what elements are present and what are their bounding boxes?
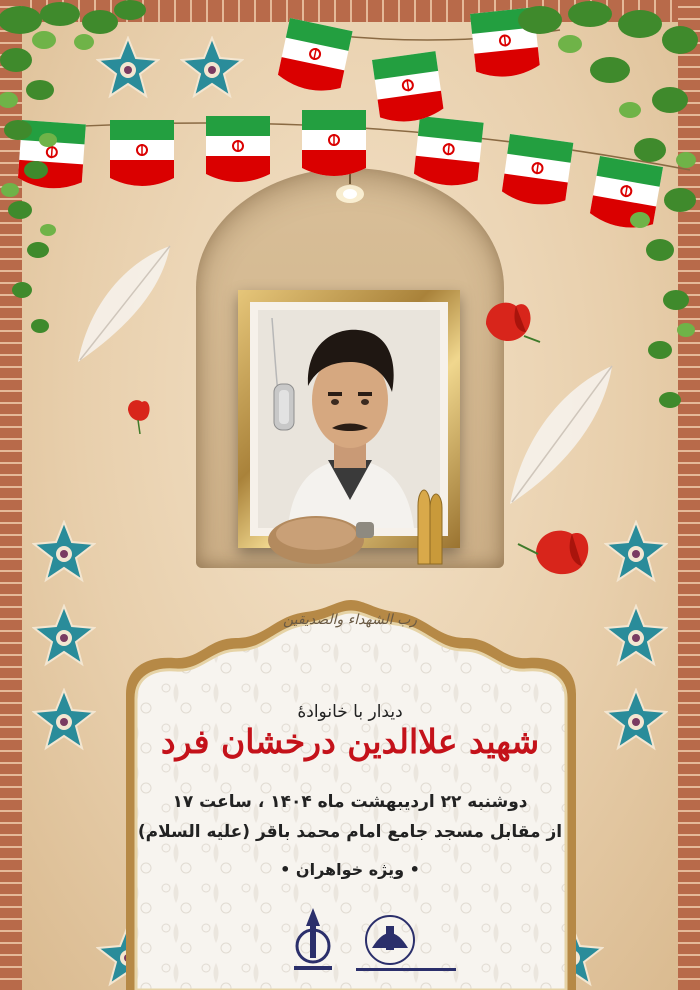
- canteen-icon: [264, 504, 384, 568]
- event-date-time: دوشنبه ۲۲ اردیبهشت ماه ۱۴۰۴ ، ساعت ۱۷: [172, 792, 528, 812]
- bullet-icon: [412, 488, 446, 566]
- tulip-icon: [124, 398, 154, 434]
- iran-flag-icon: [276, 18, 352, 96]
- tile-rosette-icon: [604, 520, 668, 584]
- audience-note: • ویژه خواهران •: [280, 860, 420, 879]
- feather-icon: [70, 240, 180, 370]
- feather-icon: [500, 360, 620, 510]
- header-verse: رب الشهداء والصدیقین: [282, 612, 418, 628]
- iran-flag-icon: [413, 116, 484, 188]
- martyr-name-title: شهید علاالدین درخشان فرد: [160, 722, 540, 761]
- tulip-icon: [476, 296, 542, 352]
- event-location: از مقابل مسجد جامع امام محمد باقر (علیه السلام): [137, 822, 563, 842]
- dog-tag-icon: [270, 380, 300, 436]
- organization-logo-icon: [350, 912, 460, 976]
- tile-rosette-icon: [32, 520, 96, 584]
- iran-flag-icon: [206, 116, 270, 182]
- organization-logo-icon: [290, 906, 336, 976]
- iran-flag-icon: [302, 110, 366, 176]
- event-subtitle: دیدار با خانوادهٔ: [297, 702, 403, 722]
- iran-flag-icon: [372, 51, 445, 125]
- tulip-icon: [516, 524, 596, 584]
